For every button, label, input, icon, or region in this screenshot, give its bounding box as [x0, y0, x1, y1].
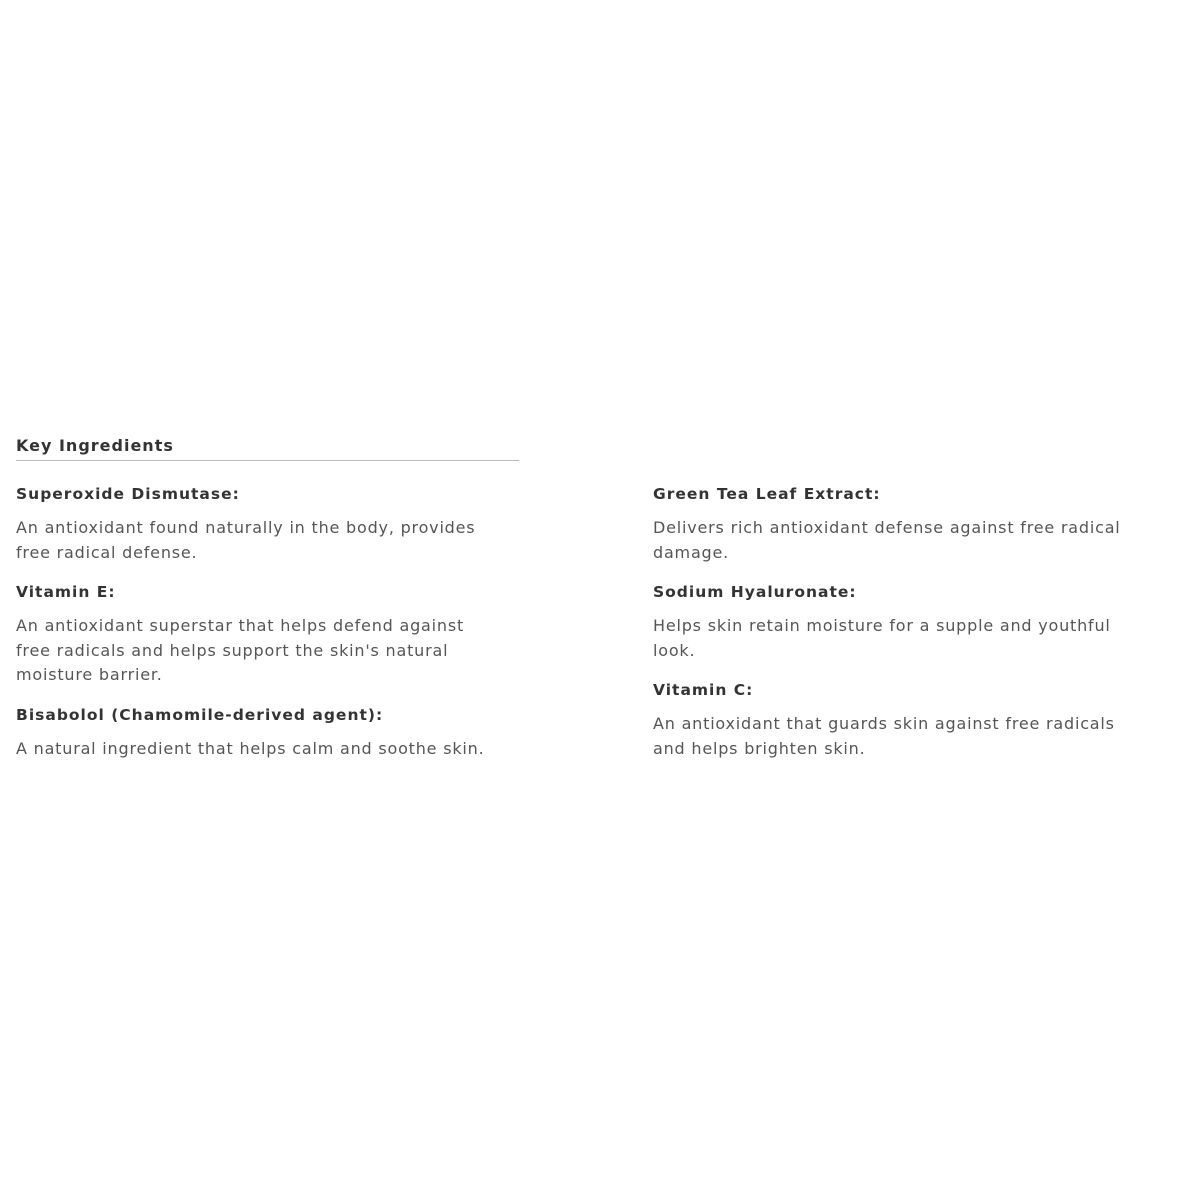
- description-line: look.: [653, 640, 696, 660]
- description-line: free radicals and helps support the skin's natural: [16, 640, 449, 660]
- ingredient-item: [653, 484, 1183, 565]
- description-line: An antioxidant that guards skin against free radicals: [653, 714, 1115, 733]
- ingredient-item: [653, 680, 1183, 761]
- ingredient-description: [16, 614, 536, 688]
- section-title: Key Ingredients: [16, 436, 174, 455]
- description-line: An antioxidant superstar that helps defend against: [16, 616, 465, 635]
- description-line: moisture barrier.: [16, 665, 163, 684]
- description-line: damage.: [653, 542, 730, 562]
- ingredient-name: Superoxide Dismutase:: [16, 485, 240, 503]
- ingredient-name: Sodium Hyaluronate:: [653, 583, 857, 601]
- ingredient-item: [16, 705, 536, 762]
- ingredient-name: Bisabolol (Chamomile-derived agent):: [16, 705, 384, 724]
- ingredient-name: Vitamin C:: [653, 681, 754, 699]
- section-divider: [16, 460, 519, 461]
- description-line: Helps skin retain moisture for a supple and youthful: [653, 616, 1111, 635]
- ingredient-description: [653, 516, 1183, 565]
- ingredient-item: [16, 582, 536, 688]
- description-line: An antioxidant found naturally in the body, provides: [16, 518, 476, 537]
- ingredients-left-column: [16, 484, 536, 778]
- ingredient-description: [16, 737, 536, 762]
- ingredient-name: Vitamin E:: [16, 583, 116, 601]
- ingredient-description: [653, 712, 1183, 761]
- ingredient-description: [16, 516, 536, 565]
- ingredient-item: [16, 484, 536, 565]
- ingredient-name: Green Tea Leaf Extract:: [653, 485, 881, 503]
- description-line: Delivers rich antioxidant defense against free radical: [653, 518, 1121, 537]
- description-line: and helps brighten skin.: [653, 738, 866, 758]
- description-line: A natural ingredient that helps calm and soothe skin.: [16, 738, 485, 758]
- description-line: free radical defense.: [16, 542, 198, 562]
- ingredients-right-column: [653, 484, 1183, 778]
- ingredient-description: [653, 614, 1183, 663]
- ingredient-item: [653, 582, 1183, 663]
